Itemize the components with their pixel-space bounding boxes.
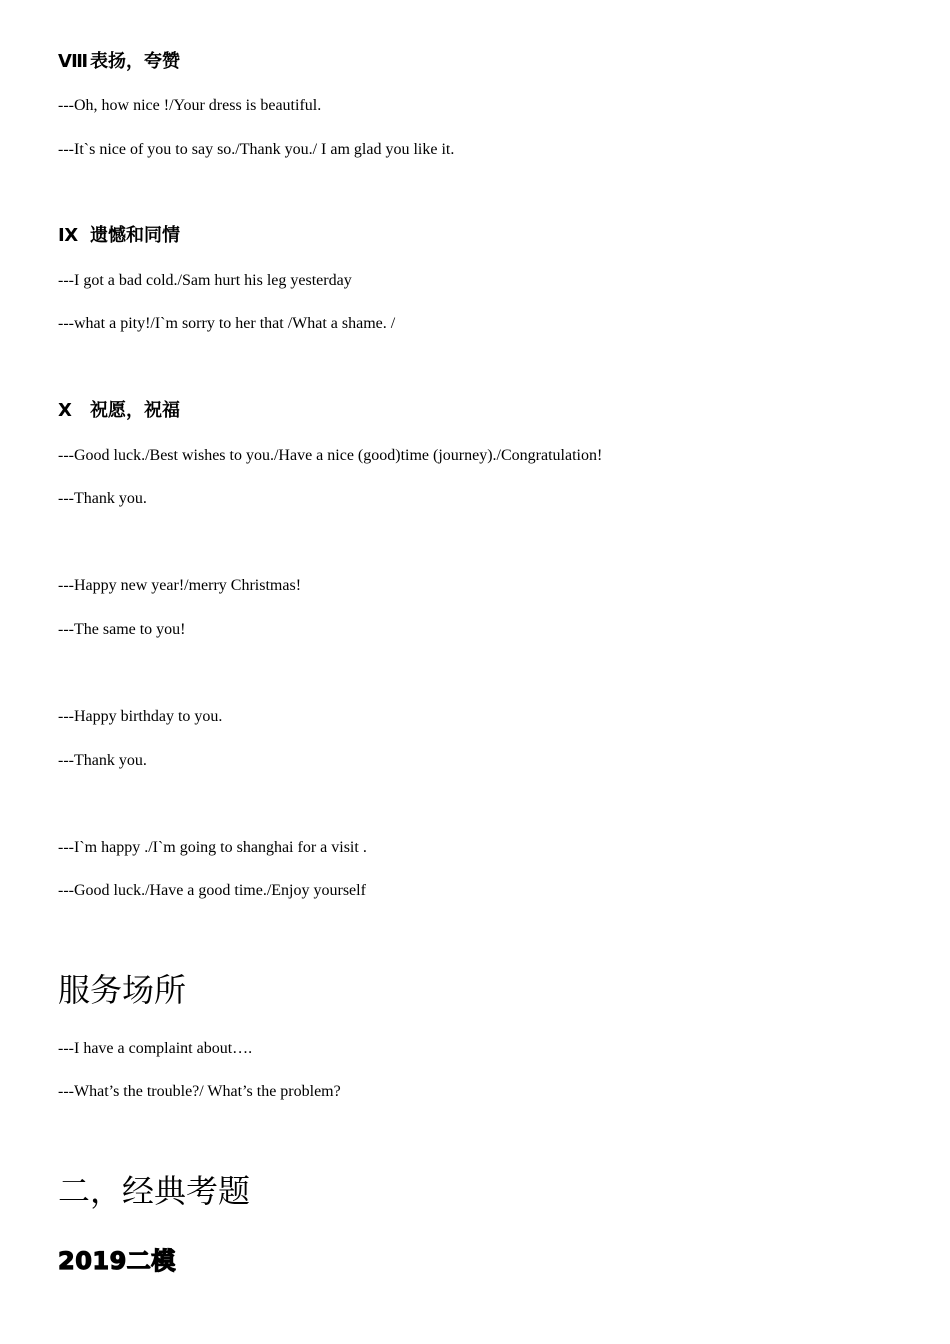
section-number: Ⅷ bbox=[58, 51, 89, 72]
dialogue-line: ---Happy birthday to you. bbox=[58, 708, 223, 725]
dialogue-line: ---what a pity!/I`m sorry to her that /What a shame. / bbox=[58, 315, 396, 332]
section-heading-praise bbox=[58, 51, 180, 73]
dialogue-line: ---The same to you! bbox=[58, 621, 186, 638]
dialogue-line: ---Good luck./Best wishes to you./Have a nice (good)time (journey)./Congratulation! bbox=[58, 447, 603, 464]
dialogue-line: ---Oh, how nice !/Your dress is beautiful. bbox=[58, 97, 322, 114]
section-title: 遗憾和同情 bbox=[90, 225, 180, 246]
section-number: Ⅸ bbox=[58, 225, 79, 246]
section-title: 表扬，夸赞 bbox=[90, 51, 180, 72]
dialogue-line: ---It`s nice of you to say so./Thank you./ I am glad you like it. bbox=[58, 141, 455, 158]
section-title: 祝愿，祝福 bbox=[90, 400, 180, 421]
section-number: Ⅹ bbox=[58, 400, 72, 421]
dialogue-line: ---I have a complaint about…. bbox=[58, 1040, 253, 1057]
dialogue-line: ---What’s the trouble?/ What’s the problem? bbox=[58, 1083, 341, 1100]
exam-year-heading: 2019二模 bbox=[58, 1247, 176, 1275]
dialogue-line: ---I`m happy ./I`m going to shanghai for a visit . bbox=[58, 839, 367, 856]
section-heading-regret bbox=[58, 225, 180, 247]
section-heading-wishes bbox=[58, 400, 180, 422]
dialogue-line: ---Happy new year!/merry Christmas! bbox=[58, 577, 302, 594]
dialogue-line: ---Thank you. bbox=[58, 752, 147, 769]
dialogue-line: ---Thank you. bbox=[58, 490, 147, 507]
dialogue-line: ---Good luck./Have a good time./Enjoy yourself bbox=[58, 882, 366, 899]
service-heading: 服务场所 bbox=[58, 971, 187, 1009]
dialogue-line: ---I got a bad cold./Sam hurt his leg yesterday bbox=[58, 272, 352, 289]
classic-questions-heading: 二，经典考题 bbox=[58, 1172, 251, 1210]
